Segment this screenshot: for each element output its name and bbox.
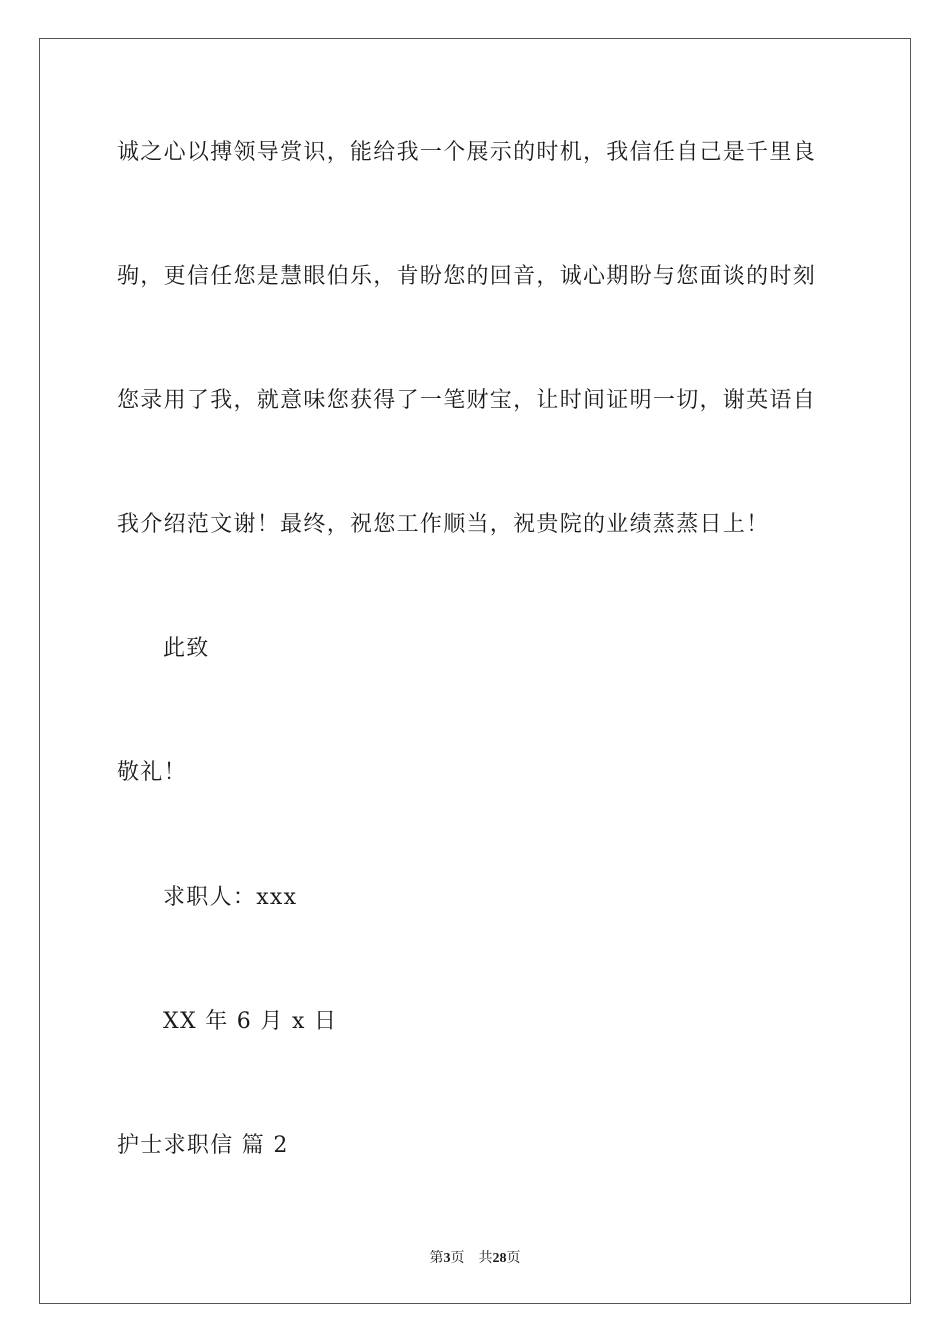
page-prefix: 第	[429, 1251, 444, 1266]
total-pages: 28	[492, 1251, 507, 1266]
letter-date: XX 年 6 月 x 日	[163, 1009, 338, 1034]
page-frame	[39, 38, 911, 1304]
page-suffix: 页	[450, 1251, 465, 1266]
page-footer	[0, 1247, 950, 1267]
signature: 求职人：xxx	[163, 885, 298, 910]
paragraph-line-3: 您录用了我，就意味您获得了一笔财宝，让时间证明一切，谢英语自	[117, 388, 817, 413]
paragraph-line-2: 驹，更信任您是慧眼伯乐，肯盼您的回音，诚心期盼与您面谈的时刻	[117, 264, 817, 289]
total-suffix: 页	[506, 1251, 521, 1266]
salutation: 此致	[163, 636, 210, 661]
regards: 敬礼！	[117, 760, 187, 785]
section-heading: 护士求职信 篇 2	[117, 1133, 289, 1158]
page-number: 3	[443, 1251, 451, 1266]
paragraph-line-1: 诚之心以搏领导赏识，能给我一个展示的时机，我信任自己是千里良	[117, 140, 817, 165]
total-prefix: 共	[478, 1251, 493, 1266]
paragraph-line-4: 我介绍范文谢！最终，祝您工作顺当，祝贵院的业绩蒸蒸日上！	[117, 512, 770, 537]
